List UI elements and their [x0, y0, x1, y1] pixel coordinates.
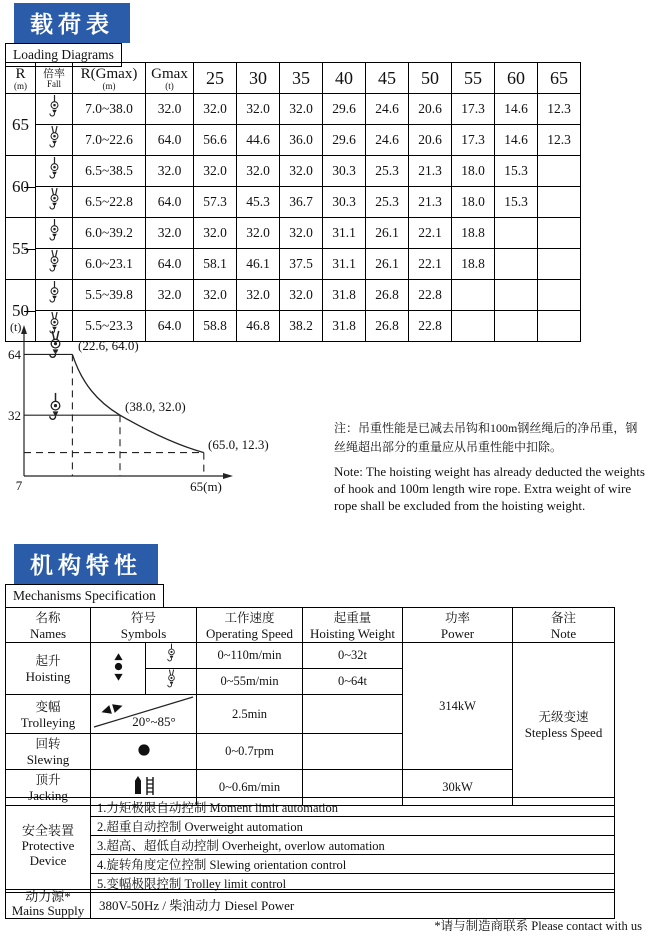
load-cell: 32.0	[280, 218, 323, 249]
names-cell: 变幅 Trolleying	[6, 695, 91, 734]
gmax-cell: 64.0	[146, 249, 194, 280]
load-cell: 26.8	[366, 280, 409, 311]
load-cell: 18.8	[452, 249, 495, 280]
load-cell: 31.1	[323, 249, 366, 280]
symbol-cell	[91, 695, 197, 734]
load-cell: 26.8	[366, 311, 409, 342]
range-cell: 6.5~38.5	[73, 156, 146, 187]
load-cell: 21.3	[409, 156, 452, 187]
load-cell: 31.1	[323, 218, 366, 249]
load-cell: 26.1	[366, 218, 409, 249]
col-header-weight: 起重量 Hoisting Weight	[303, 608, 403, 643]
table-row	[6, 855, 615, 874]
rotation-dot-icon	[136, 742, 152, 758]
hoisting-note	[334, 419, 647, 514]
hook-4fall-icon	[47, 187, 62, 213]
empty-cell	[452, 280, 495, 311]
load-cell: 38.2	[280, 311, 323, 342]
mech-header-row	[6, 608, 615, 643]
safety-label: 安全装置 Protective Device	[6, 798, 91, 893]
table-row	[6, 218, 581, 249]
empty-cell	[538, 156, 581, 187]
col-header-power: 功率 Power	[403, 608, 513, 643]
power-cell: 314kW	[403, 643, 513, 770]
table-row	[6, 280, 581, 311]
empty-cell	[538, 218, 581, 249]
load-cell: 32.0	[280, 156, 323, 187]
jacking-ladder-icon	[130, 774, 158, 798]
hook-2fall-icon	[47, 280, 62, 306]
empty-cell	[538, 280, 581, 311]
safety-item: 1.力矩极限自动控制 Moment limit automation	[91, 798, 615, 817]
loading-title-zh: 载荷表	[14, 3, 130, 43]
power-cell: 30kW	[403, 770, 513, 806]
empty-cell	[495, 249, 538, 280]
hook-2fall-icon	[47, 156, 62, 182]
loading-title-en: Loading Diagrams	[5, 43, 122, 67]
range-cell: 6.0~23.1	[73, 249, 146, 280]
note-cell: 无级变速 Stepless Speed	[513, 643, 615, 806]
load-cell: 46.8	[237, 311, 280, 342]
speed-cell: 0~110m/min	[197, 643, 303, 669]
load-cell: 44.6	[237, 125, 280, 156]
speed-cell: 0~0.7rpm	[197, 734, 303, 770]
table-row	[6, 798, 615, 817]
mech-title-en: Mechanisms Specification	[5, 584, 164, 608]
load-cell: 32.0	[237, 156, 280, 187]
up-down-arrow-icon	[113, 653, 124, 681]
col-header-gmax: Gmax (t)	[146, 63, 194, 94]
range-cell: 5.5~23.3	[73, 311, 146, 342]
load-cell: 32.0	[237, 218, 280, 249]
load-cell: 31.8	[323, 311, 366, 342]
load-cell: 24.6	[366, 125, 409, 156]
x-axis-arrow-icon	[223, 473, 233, 479]
weight-cell: 0~32t	[303, 643, 403, 669]
mech-section-header	[5, 544, 164, 608]
annotation: (22.6, 64.0)	[78, 338, 139, 353]
col-header-note: 备注 Note	[513, 608, 615, 643]
load-cell: 18.0	[452, 156, 495, 187]
table-row	[6, 125, 581, 156]
fall-cell	[36, 125, 73, 156]
empty-cell	[495, 311, 538, 342]
load-cell: 56.6	[194, 125, 237, 156]
gmax-cell: 32.0	[146, 218, 194, 249]
x-origin-label: 7	[15, 478, 23, 493]
mains-value: 380V-50Hz / 柴油动力 Diesel Power	[91, 890, 615, 919]
note-en: Note: The hoisting weight has already deducted the weights of hook and 100m length wire rope. Extra weight of wire rope shall be excluded from the hoisting weight.	[334, 464, 645, 513]
names-cell: 起升 Hoisting	[6, 643, 91, 695]
mech-title-zh: 机构特性	[14, 544, 158, 584]
load-cell: 32.0	[194, 218, 237, 249]
load-cell: 32.0	[194, 280, 237, 311]
r-cell: 65	[6, 94, 36, 156]
load-cell: 18.0	[452, 187, 495, 218]
range-cell: 5.5~39.8	[73, 280, 146, 311]
table-row	[6, 890, 615, 919]
load-cell: 30.3	[323, 187, 366, 218]
load-cell: 26.1	[366, 249, 409, 280]
table-row	[6, 94, 581, 125]
hook-2fall-icon	[165, 643, 178, 664]
col-header-rgmax: R(Gmax) (m)	[73, 63, 146, 94]
col-header-radius: 50	[409, 63, 452, 94]
weight-cell	[303, 695, 403, 734]
load-cell: 22.1	[409, 218, 452, 249]
col-header-fall: 倍率 Fall	[36, 63, 73, 94]
speed-cell: 0~55m/min	[197, 669, 303, 695]
load-cell: 31.8	[323, 280, 366, 311]
load-cell: 32.0	[280, 94, 323, 125]
table-row	[6, 156, 581, 187]
names-cell: 顶升 Jacking	[6, 770, 91, 806]
range-cell: 6.5~22.8	[73, 187, 146, 218]
fall-cell	[36, 94, 73, 125]
col-header-names: 名称 Names	[6, 608, 91, 643]
x-end-label: 65(m)	[190, 479, 222, 494]
symbol-cell	[146, 643, 197, 669]
empty-cell	[495, 218, 538, 249]
load-cell: 17.3	[452, 125, 495, 156]
trolley-on-boom-icon	[92, 695, 196, 729]
hook-2fall-icon	[47, 218, 62, 244]
footer-note: *请与制造商联系 Please contact with us	[434, 919, 642, 933]
load-cell: 14.6	[495, 94, 538, 125]
col-header-symbols: 符号 Symbols	[91, 608, 197, 643]
symbol-cell	[146, 669, 197, 695]
load-cell: 58.1	[194, 249, 237, 280]
annotation: (38.0, 32.0)	[125, 399, 186, 414]
table-row	[6, 187, 581, 218]
load-cell: 32.0	[194, 156, 237, 187]
load-cell: 32.0	[237, 280, 280, 311]
hook-4fall-icon	[47, 125, 62, 151]
speed-cell: 2.5min	[197, 695, 303, 734]
fall-cell	[36, 187, 73, 218]
annotation: (65.0, 12.3)	[208, 437, 269, 452]
gmax-cell: 64.0	[146, 311, 194, 342]
empty-cell	[452, 311, 495, 342]
table-row	[6, 643, 615, 669]
safety-item: 4.旋转角度定位控制 Slewing orientation control	[91, 855, 615, 874]
gmax-cell: 64.0	[146, 187, 194, 218]
col-header-radius: 65	[538, 63, 581, 94]
gmax-cell: 32.0	[146, 94, 194, 125]
symbol-cell	[91, 734, 197, 770]
col-header-speed: 工作速度 Operating Speed	[197, 608, 303, 643]
load-cell: 12.3	[538, 94, 581, 125]
y-tick-64: 64	[8, 347, 21, 362]
load-cell: 30.3	[323, 156, 366, 187]
load-cell: 24.6	[366, 94, 409, 125]
r-cell: 55	[6, 218, 36, 280]
r-cell: 50	[6, 280, 36, 342]
y-axis-unit: (t)	[10, 320, 22, 334]
names-cell: 回转 Slewing	[6, 734, 91, 770]
load-cell: 57.3	[194, 187, 237, 218]
col-header-radius: 25	[194, 63, 237, 94]
load-cell: 18.8	[452, 218, 495, 249]
empty-cell	[538, 249, 581, 280]
gmax-cell: 32.0	[146, 156, 194, 187]
load-cell: 17.3	[452, 94, 495, 125]
weight-cell	[303, 734, 403, 770]
mech-table	[5, 607, 615, 806]
load-cell: 36.0	[280, 125, 323, 156]
table-row	[6, 836, 615, 855]
load-cell: 32.0	[237, 94, 280, 125]
gmax-cell: 64.0	[146, 125, 194, 156]
load-cell: 12.3	[538, 125, 581, 156]
range-cell: 7.0~22.6	[73, 125, 146, 156]
load-cell: 15.3	[495, 156, 538, 187]
load-cell: 20.6	[409, 94, 452, 125]
trolley-angle-label: 20°~85°	[131, 714, 176, 729]
fall-cell	[36, 249, 73, 280]
loading-table	[5, 62, 581, 342]
col-header-radius: 30	[237, 63, 280, 94]
load-cell: 25.3	[366, 156, 409, 187]
col-header-r: R (m)	[6, 63, 36, 94]
speed-cell: 0~0.6m/min	[197, 770, 303, 806]
safety-item: 5.变幅极限控制 Trolley limit control	[91, 874, 615, 893]
load-cell: 22.8	[409, 311, 452, 342]
note-zh: 注：吊重性能是已减去吊钩和100m钢丝绳后的净吊重，钢丝绳超出部分的重量应从吊重性能中扣除。	[334, 421, 638, 455]
loading-section-header	[5, 3, 130, 67]
load-cell: 36.7	[280, 187, 323, 218]
safety-item: 3.超高、超低自动控制 Overheight, overlow automation	[91, 836, 615, 855]
load-cell: 45.3	[237, 187, 280, 218]
fall-cell	[36, 218, 73, 249]
mains-label: 动力源* Mains Supply	[6, 890, 91, 919]
empty-cell	[495, 280, 538, 311]
load-cell: 22.8	[409, 280, 452, 311]
safety-item: 2.超重自动控制 Overweight automation	[91, 817, 615, 836]
col-header-radius: 55	[452, 63, 495, 94]
col-header-radius: 40	[323, 63, 366, 94]
col-header-radius: 60	[495, 63, 538, 94]
load-cell: 21.3	[409, 187, 452, 218]
load-cell: 46.1	[237, 249, 280, 280]
symbol-cell	[91, 643, 146, 695]
load-cell: 32.0	[194, 94, 237, 125]
table-row	[6, 249, 581, 280]
loading-header-row	[6, 63, 581, 94]
load-cell: 32.0	[280, 280, 323, 311]
load-cell: 25.3	[366, 187, 409, 218]
hook-4fall-icon	[50, 331, 60, 357]
fall-cell	[36, 280, 73, 311]
fall-cell	[36, 156, 73, 187]
safety-table	[5, 797, 615, 893]
load-cell: 15.3	[495, 187, 538, 218]
hook-2fall-icon	[47, 94, 62, 120]
load-cell: 22.1	[409, 249, 452, 280]
r-cell: 60	[6, 156, 36, 218]
range-cell: 6.0~39.2	[73, 218, 146, 249]
col-header-radius: 45	[366, 63, 409, 94]
table-row	[6, 817, 615, 836]
load-cell: 14.6	[495, 125, 538, 156]
gmax-cell: 32.0	[146, 280, 194, 311]
y-axis-arrow-icon	[21, 325, 27, 334]
hook-4fall-icon	[165, 669, 178, 690]
load-cell: 29.6	[323, 125, 366, 156]
load-cell: 58.8	[194, 311, 237, 342]
y-tick-32: 32	[8, 408, 21, 423]
load-cell: 37.5	[280, 249, 323, 280]
col-header-radius: 35	[280, 63, 323, 94]
load-cell: 20.6	[409, 125, 452, 156]
weight-cell: 0~64t	[303, 669, 403, 695]
load-cell: 29.6	[323, 94, 366, 125]
empty-cell	[538, 187, 581, 218]
hook-4fall-icon	[47, 249, 62, 275]
range-cell: 7.0~38.0	[73, 94, 146, 125]
empty-cell	[538, 311, 581, 342]
mains-table	[5, 889, 615, 919]
load-chart	[8, 318, 340, 510]
